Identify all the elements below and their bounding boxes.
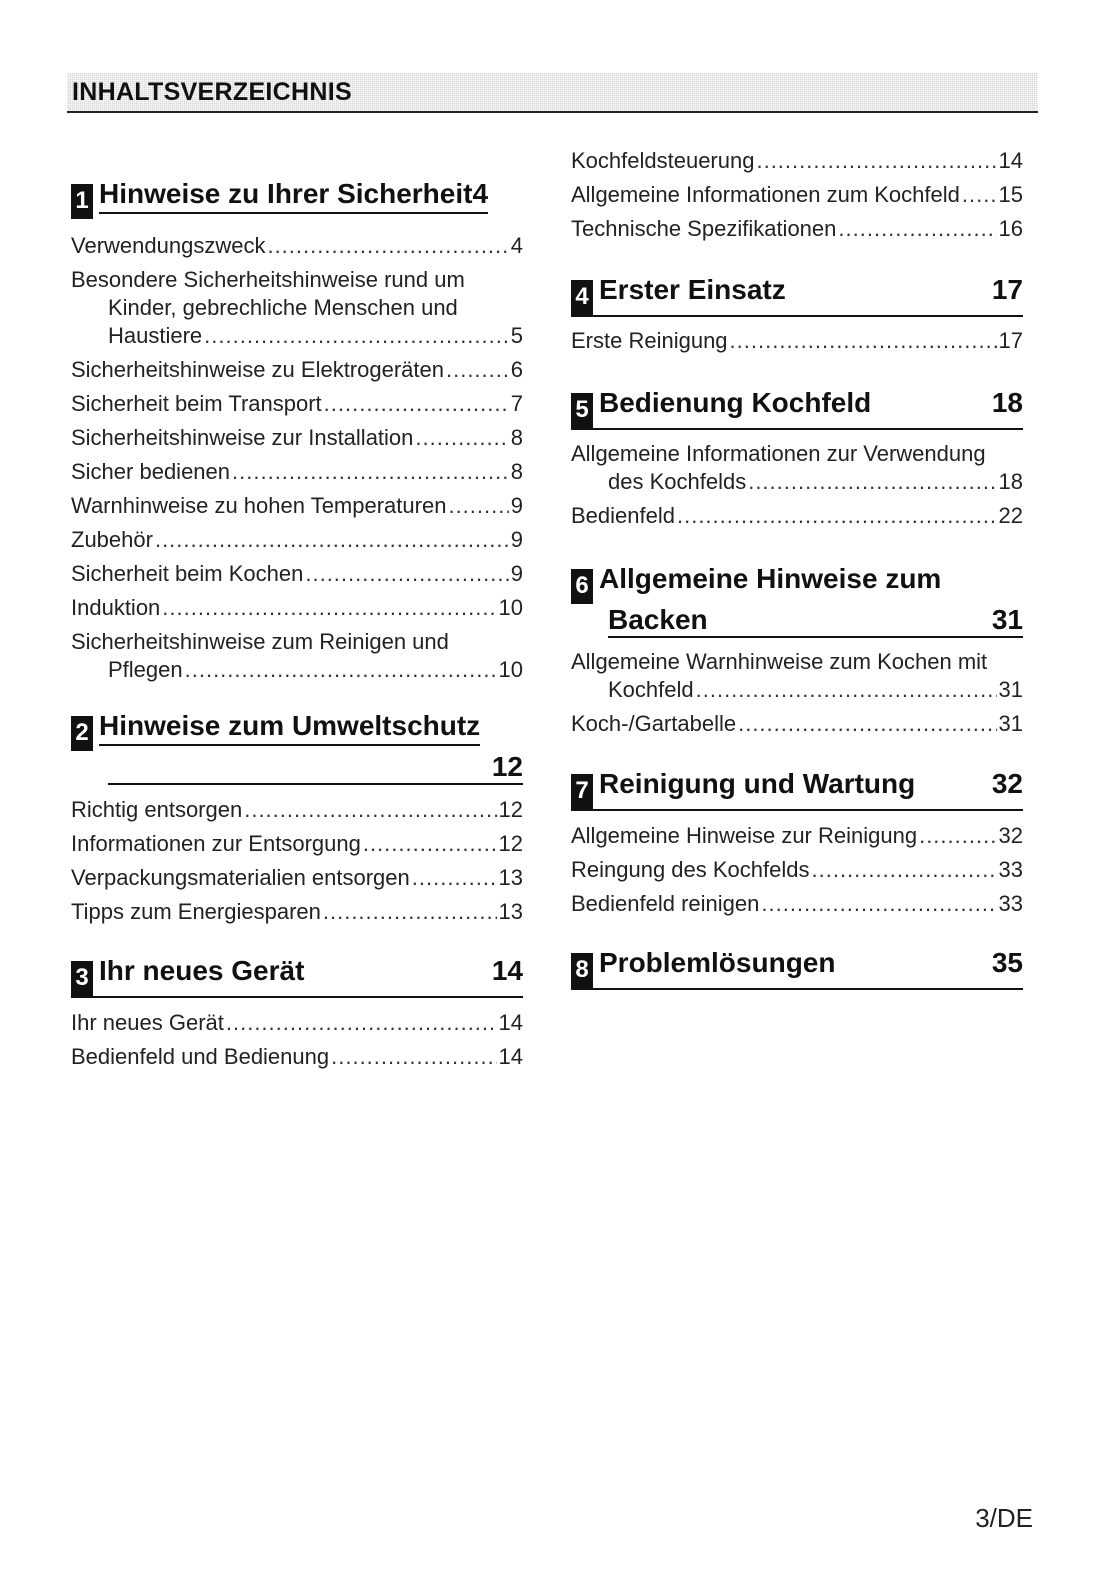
section-title: Reinigung und Wartung: [599, 768, 916, 799]
toc-entry[interactable]: Besondere Sicherheitshinweise rund um Kinder, gebrechliche Menschen und Haustiere ..... 5: [71, 266, 523, 356]
section-number-badge: 4: [571, 280, 593, 315]
section-6-entries: [571, 648, 1023, 744]
section-number-badge: 6: [571, 569, 593, 604]
section-3-heading[interactable]: [71, 955, 523, 998]
section-7: [571, 768, 1023, 811]
leader-dots: [331, 1043, 496, 1071]
section-number-badge: 7: [571, 774, 593, 809]
leader-dots: [244, 796, 496, 824]
section-4-heading[interactable]: [571, 274, 1023, 317]
section-title-line2: Backen: [608, 604, 708, 635]
leader-dots: [730, 327, 997, 355]
section-number-badge: 1: [71, 184, 93, 219]
toc-entry[interactable]: Allgemeine Informationen zum Kochfeld ..... 15: [571, 181, 1023, 215]
toc-entry[interactable]: Zubehör ..... 9: [71, 526, 523, 560]
leader-dots: [412, 864, 497, 892]
section-number-badge: 3: [71, 961, 93, 996]
section-title: Erster Einsatz: [599, 274, 786, 305]
leader-dots: [415, 424, 508, 452]
toc-entry[interactable]: Tipps zum Energiesparen ..... 13: [71, 898, 523, 932]
leader-dots: [812, 856, 997, 884]
section-5-entries: [571, 440, 1023, 536]
leader-dots: [748, 468, 996, 496]
toc-header-bar: [67, 73, 1038, 113]
toc-entry[interactable]: Technische Spezifikationen ..... 16: [571, 215, 1023, 249]
toc-entry[interactable]: Warnhinweise zu hohen Temperaturen ..... 9: [71, 492, 523, 526]
section-page: 12: [491, 751, 523, 782]
leader-dots: [738, 710, 996, 738]
section-4-entries: [571, 327, 1023, 361]
leader-dots: [919, 822, 996, 850]
continued-entries: [571, 147, 1023, 249]
page-number: 3/DE: [975, 1503, 1033, 1533]
toc-entry[interactable]: Allgemeine Informationen zur Verwendung des Kochfelds ..... 18: [571, 440, 1023, 502]
toc-entry[interactable]: Induktion ..... 10: [71, 594, 523, 628]
section-8-heading[interactable]: [571, 947, 1023, 990]
section-2-heading[interactable]: [71, 708, 523, 785]
toc-entry[interactable]: Richtig entsorgen ..... 12: [71, 796, 523, 830]
leader-dots: [363, 830, 497, 858]
section-number-badge: 2: [71, 716, 93, 751]
section-8: [571, 947, 1023, 990]
toc-entry[interactable]: Sicherheitshinweise zum Reinigen und Pflegen ..... 10: [71, 628, 523, 690]
leader-dots: [185, 656, 497, 684]
toc-entry[interactable]: Sicherheit beim Transport ..... 7: [71, 390, 523, 424]
section-title-line1: Allgemeine Hinweise zum: [599, 563, 942, 594]
section-number-badge: 5: [571, 393, 593, 428]
leader-dots: [761, 890, 996, 918]
leader-dots: [696, 676, 997, 704]
section-page: 17: [991, 274, 1023, 305]
leader-dots: [162, 594, 496, 622]
leader-dots: [756, 147, 996, 175]
section-4: [571, 274, 1023, 317]
toc-entry[interactable]: Verpackungsmaterialien entsorgen ..... 13: [71, 864, 523, 898]
toc-entry[interactable]: Ihr neues Gerät ..... 14: [71, 1009, 523, 1043]
toc-entry[interactable]: Bedienfeld reinigen ..... 33: [571, 890, 1023, 924]
section-2-entries: [71, 796, 523, 932]
section-number-badge: 8: [571, 953, 593, 988]
toc-entry[interactable]: Verwendungszweck ..... 4: [71, 232, 523, 266]
section-3-entries: [71, 1009, 523, 1077]
toc-entry[interactable]: Koch-/Gartabelle ..... 31: [571, 710, 1023, 744]
leader-dots: [446, 356, 509, 384]
section-1-entries: [71, 232, 523, 690]
section-title: Hinweise zu Ihrer Sicherheit: [99, 178, 473, 209]
leader-dots: [324, 390, 509, 418]
section-title: Problemlösungen: [599, 947, 836, 978]
toc-entry[interactable]: Kochfeldsteuerung ..... 14: [571, 147, 1023, 181]
toc-entry[interactable]: Bedienfeld und Bedienung ..... 14: [71, 1043, 523, 1077]
toc-entry[interactable]: Reingung des Kochfelds ..... 33: [571, 856, 1023, 890]
section-5: [571, 387, 1023, 430]
section-1: [71, 176, 523, 219]
leader-dots: [267, 232, 508, 260]
section-5-heading[interactable]: [571, 387, 1023, 430]
section-2: [71, 708, 523, 785]
section-6-heading[interactable]: [571, 561, 1023, 638]
section-title: Ihr neues Gerät: [99, 955, 305, 986]
section-3: [71, 955, 523, 998]
section-title: Bedienung Kochfeld: [599, 387, 872, 418]
leader-dots: [155, 526, 509, 554]
leader-dots: [323, 898, 497, 926]
section-page: 18: [991, 387, 1023, 418]
section-6: [571, 561, 1023, 638]
section-7-heading[interactable]: [571, 768, 1023, 811]
toc-entry[interactable]: Erste Reinigung ..... 17: [571, 327, 1023, 361]
leader-dots: [204, 322, 509, 350]
section-page: 35: [991, 947, 1023, 978]
leader-dots: [962, 181, 997, 209]
section-page: 4: [472, 178, 489, 209]
leader-dots: [305, 560, 508, 588]
section-page: 14: [491, 955, 523, 986]
section-page: 32: [991, 768, 1023, 799]
section-title: Hinweise zum Umweltschutz: [99, 708, 480, 746]
toc-entry[interactable]: Bedienfeld ..... 22: [571, 502, 1023, 536]
toc-entry[interactable]: Sicherheitshinweise zu Elektrogeräten ..... 6: [71, 356, 523, 390]
toc-entry[interactable]: Sicherheit beim Kochen ..... 9: [71, 560, 523, 594]
toc-entry[interactable]: Informationen zur Entsorgung ..... 12: [71, 830, 523, 864]
toc-entry[interactable]: Allgemeine Warnhinweise zum Kochen mit Kochfeld ..... 31: [571, 648, 1023, 710]
leader-dots: [677, 502, 997, 530]
toc-entry[interactable]: Allgemeine Hinweise zur Reinigung ..... 32: [571, 822, 1023, 856]
leader-dots: [232, 458, 509, 486]
section-7-entries: [571, 822, 1023, 924]
toc-entry[interactable]: Sicher bedienen ..... 8: [71, 458, 523, 492]
leader-dots: [838, 215, 996, 243]
toc-entry[interactable]: Sicherheitshinweise zur Installation ..... 8: [71, 424, 523, 458]
leader-dots: [226, 1009, 497, 1037]
leader-dots: [448, 492, 508, 520]
toc-title: INHALTSVERZEICHNIS: [72, 78, 352, 106]
section-page: 31: [991, 604, 1023, 635]
section-1-heading[interactable]: [71, 176, 523, 219]
